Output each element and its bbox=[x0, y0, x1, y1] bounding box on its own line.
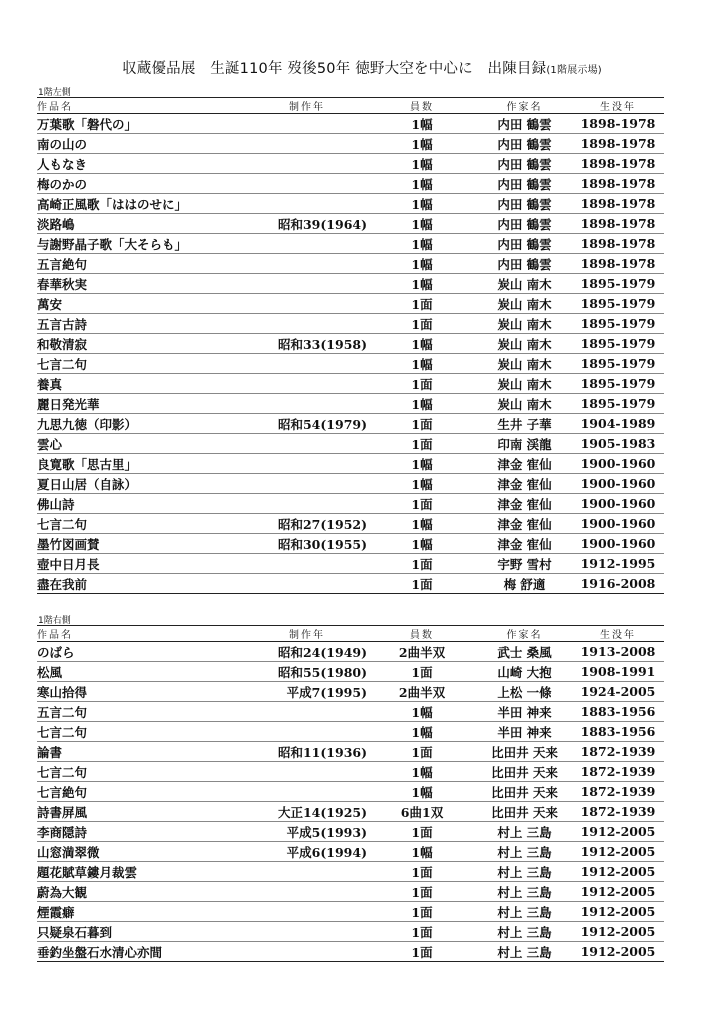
cell-years: 1872-1939 bbox=[572, 782, 664, 802]
cell-qty: 1幅 bbox=[367, 234, 477, 254]
cell-years: 1912-2005 bbox=[572, 882, 664, 902]
right-section-table bbox=[37, 625, 664, 962]
cell-years: 1895-1979 bbox=[572, 354, 664, 374]
cell-date: 平成6(1994) bbox=[247, 842, 367, 862]
cell-years: 1872-1939 bbox=[572, 802, 664, 822]
cell-date: 昭和54(1979) bbox=[247, 414, 367, 434]
table-row bbox=[37, 154, 664, 174]
header-work: 作品名 bbox=[37, 98, 247, 114]
cell-work: 五言二句 bbox=[37, 702, 247, 722]
cell-date bbox=[247, 902, 367, 922]
table-row bbox=[37, 274, 664, 294]
cell-date bbox=[247, 574, 367, 594]
cell-qty: 1幅 bbox=[367, 134, 477, 154]
cell-years: 1905-1983 bbox=[572, 434, 664, 454]
header-row bbox=[37, 98, 664, 114]
cell-artist: 炭山 南木 bbox=[477, 374, 572, 394]
cell-work: 寒山拾得 bbox=[37, 682, 247, 702]
cell-years: 1898-1978 bbox=[572, 234, 664, 254]
cell-artist: 内田 鶴雲 bbox=[477, 194, 572, 214]
table-row bbox=[37, 742, 664, 762]
cell-work: 養真 bbox=[37, 374, 247, 394]
cell-work: 人もなき bbox=[37, 154, 247, 174]
right-table-body bbox=[37, 642, 664, 962]
right-section-label: 1階右側 bbox=[38, 616, 71, 626]
cell-qty: 1面 bbox=[367, 662, 477, 682]
cell-work: 七言二句 bbox=[37, 762, 247, 782]
cell-work: 和敬清寂 bbox=[37, 334, 247, 354]
cell-artist: 津金 寉仙 bbox=[477, 534, 572, 554]
cell-work: 与謝野晶子歌「大そらも」 bbox=[37, 234, 247, 254]
table-row bbox=[37, 574, 664, 594]
table-row bbox=[37, 902, 664, 922]
cell-work: 良寛歌「思古里」 bbox=[37, 454, 247, 474]
cell-qty: 1面 bbox=[367, 882, 477, 902]
cell-qty: 1面 bbox=[367, 922, 477, 942]
cell-artist: 武士 桑風 bbox=[477, 642, 572, 662]
cell-work: 題花賦草鏤月裁雲 bbox=[37, 862, 247, 882]
cell-artist: 炭山 南木 bbox=[477, 314, 572, 334]
cell-qty: 1幅 bbox=[367, 354, 477, 374]
cell-work: 梅のかの bbox=[37, 174, 247, 194]
table-row bbox=[37, 514, 664, 534]
cell-years: 1912-2005 bbox=[572, 942, 664, 962]
cell-qty: 2曲半双 bbox=[367, 642, 477, 662]
cell-artist: 印南 渓龍 bbox=[477, 434, 572, 454]
cell-date bbox=[247, 234, 367, 254]
header-years: 生没年 bbox=[572, 626, 664, 642]
cell-qty: 1面 bbox=[367, 554, 477, 574]
cell-qty: 1面 bbox=[367, 434, 477, 454]
cell-qty: 1幅 bbox=[367, 114, 477, 134]
cell-date bbox=[247, 702, 367, 722]
cell-years: 1900-1960 bbox=[572, 454, 664, 474]
cell-years: 1900-1960 bbox=[572, 534, 664, 554]
table-row bbox=[37, 662, 664, 682]
table-row bbox=[37, 194, 664, 214]
table-row bbox=[37, 702, 664, 722]
cell-artist: 村上 三島 bbox=[477, 922, 572, 942]
cell-date bbox=[247, 862, 367, 882]
table-row bbox=[37, 134, 664, 154]
table-row bbox=[37, 394, 664, 414]
cell-date: 昭和11(1936) bbox=[247, 742, 367, 762]
cell-date bbox=[247, 134, 367, 154]
table-row bbox=[37, 722, 664, 742]
cell-artist: 山崎 大抱 bbox=[477, 662, 572, 682]
cell-qty: 1面 bbox=[367, 742, 477, 762]
cell-work: 雲心 bbox=[37, 434, 247, 454]
table-row bbox=[37, 434, 664, 454]
cell-date bbox=[247, 274, 367, 294]
cell-qty: 1面 bbox=[367, 494, 477, 514]
cell-artist: 津金 寉仙 bbox=[477, 454, 572, 474]
cell-work: 五言絶句 bbox=[37, 254, 247, 274]
cell-date bbox=[247, 394, 367, 414]
cell-artist: 村上 三島 bbox=[477, 882, 572, 902]
cell-artist: 半田 神来 bbox=[477, 722, 572, 742]
cell-date bbox=[247, 314, 367, 334]
cell-qty: 1幅 bbox=[367, 722, 477, 742]
cell-years: 1895-1979 bbox=[572, 374, 664, 394]
table-row bbox=[37, 802, 664, 822]
cell-work: 山窓満翠微 bbox=[37, 842, 247, 862]
cell-date bbox=[247, 174, 367, 194]
header-work: 作品名 bbox=[37, 626, 247, 642]
table-row bbox=[37, 414, 664, 434]
cell-artist: 上松 一條 bbox=[477, 682, 572, 702]
table-row bbox=[37, 922, 664, 942]
cell-date: 平成7(1995) bbox=[247, 682, 367, 702]
cell-date bbox=[247, 474, 367, 494]
cell-qty: 1幅 bbox=[367, 534, 477, 554]
cell-work: 萬安 bbox=[37, 294, 247, 314]
header-years: 生没年 bbox=[572, 98, 664, 114]
cell-years: 1900-1960 bbox=[572, 494, 664, 514]
table-row bbox=[37, 174, 664, 194]
cell-artist: 村上 三島 bbox=[477, 902, 572, 922]
cell-artist: 比田井 天来 bbox=[477, 742, 572, 762]
table-row bbox=[37, 354, 664, 374]
cell-artist: 炭山 南木 bbox=[477, 274, 572, 294]
document-title bbox=[0, 57, 724, 78]
cell-years: 1912-2005 bbox=[572, 862, 664, 882]
cell-qty: 2曲半双 bbox=[367, 682, 477, 702]
cell-qty: 1幅 bbox=[367, 842, 477, 862]
cell-artist: 半田 神来 bbox=[477, 702, 572, 722]
cell-qty: 1幅 bbox=[367, 214, 477, 234]
cell-date: 昭和24(1949) bbox=[247, 642, 367, 662]
cell-qty: 1面 bbox=[367, 294, 477, 314]
header-date: 制作年 bbox=[247, 98, 367, 114]
cell-date bbox=[247, 942, 367, 962]
cell-years: 1898-1978 bbox=[572, 214, 664, 234]
cell-date: 昭和39(1964) bbox=[247, 214, 367, 234]
cell-years: 1898-1978 bbox=[572, 194, 664, 214]
cell-years: 1898-1978 bbox=[572, 154, 664, 174]
cell-qty: 1面 bbox=[367, 902, 477, 922]
table-row bbox=[37, 822, 664, 842]
cell-qty: 1面 bbox=[367, 862, 477, 882]
cell-years: 1898-1978 bbox=[572, 134, 664, 154]
left-table-body bbox=[37, 114, 664, 594]
cell-years: 1912-2005 bbox=[572, 922, 664, 942]
cell-qty: 1面 bbox=[367, 314, 477, 334]
cell-work: 蔚為大観 bbox=[37, 882, 247, 902]
cell-artist: 津金 寉仙 bbox=[477, 474, 572, 494]
table-row bbox=[37, 214, 664, 234]
cell-artist: 村上 三島 bbox=[477, 942, 572, 962]
cell-work: 七言二句 bbox=[37, 722, 247, 742]
cell-qty: 1幅 bbox=[367, 474, 477, 494]
cell-years: 1898-1978 bbox=[572, 114, 664, 134]
header-artist: 作家名 bbox=[477, 626, 572, 642]
cell-years: 1895-1979 bbox=[572, 394, 664, 414]
title-sub: (1階展示場) bbox=[546, 65, 602, 76]
table-row bbox=[37, 882, 664, 902]
cell-work: 南の山の bbox=[37, 134, 247, 154]
cell-date bbox=[247, 722, 367, 742]
cell-work: 煙霞癖 bbox=[37, 902, 247, 922]
table-row bbox=[37, 862, 664, 882]
table-row bbox=[37, 534, 664, 554]
cell-artist: 比田井 天来 bbox=[477, 802, 572, 822]
cell-date bbox=[247, 554, 367, 574]
cell-date bbox=[247, 762, 367, 782]
cell-years: 1895-1979 bbox=[572, 274, 664, 294]
cell-date: 平成5(1993) bbox=[247, 822, 367, 842]
table-row bbox=[37, 942, 664, 962]
table-row bbox=[37, 454, 664, 474]
table-row bbox=[37, 314, 664, 334]
table-row bbox=[37, 114, 664, 134]
cell-artist: 村上 三島 bbox=[477, 822, 572, 842]
cell-work: 佛山詩 bbox=[37, 494, 247, 514]
cell-date bbox=[247, 454, 367, 474]
header-qty: 員数 bbox=[367, 626, 477, 642]
cell-qty: 1幅 bbox=[367, 274, 477, 294]
cell-work: 七言絶句 bbox=[37, 782, 247, 802]
cell-date bbox=[247, 782, 367, 802]
cell-date bbox=[247, 114, 367, 134]
cell-years: 1883-1956 bbox=[572, 722, 664, 742]
cell-years: 1912-2005 bbox=[572, 842, 664, 862]
cell-years: 1912-2005 bbox=[572, 902, 664, 922]
cell-artist: 内田 鶴雲 bbox=[477, 254, 572, 274]
cell-work: 高崎正風歌「ははのせに」 bbox=[37, 194, 247, 214]
cell-years: 1898-1978 bbox=[572, 174, 664, 194]
cell-qty: 1幅 bbox=[367, 194, 477, 214]
table-row bbox=[37, 474, 664, 494]
cell-date bbox=[247, 494, 367, 514]
cell-qty: 1幅 bbox=[367, 702, 477, 722]
cell-date: 昭和27(1952) bbox=[247, 514, 367, 534]
table-row bbox=[37, 642, 664, 662]
cell-artist: 炭山 南木 bbox=[477, 294, 572, 314]
cell-work: 松風 bbox=[37, 662, 247, 682]
cell-artist: 炭山 南木 bbox=[477, 354, 572, 374]
cell-qty: 1幅 bbox=[367, 762, 477, 782]
cell-artist: 内田 鶴雲 bbox=[477, 114, 572, 134]
cell-qty: 1幅 bbox=[367, 334, 477, 354]
cell-years: 1908-1991 bbox=[572, 662, 664, 682]
cell-artist: 津金 寉仙 bbox=[477, 494, 572, 514]
cell-work: 七言二句 bbox=[37, 514, 247, 534]
cell-work: 七言二句 bbox=[37, 354, 247, 374]
cell-artist: 梅 舒適 bbox=[477, 574, 572, 594]
cell-qty: 1幅 bbox=[367, 514, 477, 534]
cell-artist: 村上 三島 bbox=[477, 842, 572, 862]
cell-qty: 1幅 bbox=[367, 254, 477, 274]
cell-work: 盡在我前 bbox=[37, 574, 247, 594]
cell-date bbox=[247, 154, 367, 174]
cell-artist: 津金 寉仙 bbox=[477, 514, 572, 534]
cell-date bbox=[247, 374, 367, 394]
cell-work: 詩書屏風 bbox=[37, 802, 247, 822]
cell-years: 1883-1956 bbox=[572, 702, 664, 722]
cell-work: 壺中日月長 bbox=[37, 554, 247, 574]
cell-qty: 1幅 bbox=[367, 174, 477, 194]
cell-artist: 村上 三島 bbox=[477, 862, 572, 882]
cell-years: 1900-1960 bbox=[572, 514, 664, 534]
table-row bbox=[37, 762, 664, 782]
cell-date bbox=[247, 254, 367, 274]
cell-work: 九思九徳（印影） bbox=[37, 414, 247, 434]
cell-artist: 生井 子華 bbox=[477, 414, 572, 434]
cell-years: 1872-1939 bbox=[572, 762, 664, 782]
cell-artist: 内田 鶴雲 bbox=[477, 234, 572, 254]
cell-artist: 内田 鶴雲 bbox=[477, 174, 572, 194]
cell-work: 万葉歌「磐代の」 bbox=[37, 114, 247, 134]
cell-qty: 1面 bbox=[367, 942, 477, 962]
cell-date bbox=[247, 882, 367, 902]
cell-years: 1895-1979 bbox=[572, 314, 664, 334]
title-main: 収蔵優品展 生誕110年 歿後50年 徳野大空を中心に 出陳目録 bbox=[122, 61, 547, 77]
left-section-label: 1階左側 bbox=[38, 88, 71, 98]
table-row bbox=[37, 842, 664, 862]
cell-qty: 1面 bbox=[367, 822, 477, 842]
cell-work: 只疑泉石暮到 bbox=[37, 922, 247, 942]
cell-qty: 1幅 bbox=[367, 154, 477, 174]
table-row bbox=[37, 782, 664, 802]
table-row bbox=[37, 254, 664, 274]
table-row bbox=[37, 334, 664, 354]
cell-work: 墨竹図画賛 bbox=[37, 534, 247, 554]
cell-artist: 比田井 天来 bbox=[477, 762, 572, 782]
cell-years: 1895-1979 bbox=[572, 294, 664, 314]
header-date: 制作年 bbox=[247, 626, 367, 642]
cell-years: 1912-2005 bbox=[572, 822, 664, 842]
cell-years: 1924-2005 bbox=[572, 682, 664, 702]
left-section-table bbox=[37, 97, 664, 594]
cell-work: 五言古詩 bbox=[37, 314, 247, 334]
cell-artist: 内田 鶴雲 bbox=[477, 214, 572, 234]
cell-work: 夏日山居（自詠） bbox=[37, 474, 247, 494]
cell-years: 1872-1939 bbox=[572, 742, 664, 762]
table-row bbox=[37, 494, 664, 514]
cell-years: 1904-1989 bbox=[572, 414, 664, 434]
cell-date bbox=[247, 294, 367, 314]
table-row bbox=[37, 374, 664, 394]
header-artist: 作家名 bbox=[477, 98, 572, 114]
cell-qty: 1面 bbox=[367, 374, 477, 394]
cell-years: 1913-2008 bbox=[572, 642, 664, 662]
cell-date bbox=[247, 434, 367, 454]
cell-date: 昭和55(1980) bbox=[247, 662, 367, 682]
cell-artist: 宇野 雪村 bbox=[477, 554, 572, 574]
table-row bbox=[37, 682, 664, 702]
cell-qty: 1幅 bbox=[367, 782, 477, 802]
cell-years: 1895-1979 bbox=[572, 334, 664, 354]
table-row bbox=[37, 294, 664, 314]
cell-work: 垂釣坐盤石水清心亦間 bbox=[37, 942, 247, 962]
cell-date bbox=[247, 354, 367, 374]
cell-qty: 1面 bbox=[367, 414, 477, 434]
cell-years: 1916-2008 bbox=[572, 574, 664, 594]
cell-date bbox=[247, 194, 367, 214]
cell-artist: 内田 鶴雲 bbox=[477, 154, 572, 174]
cell-artist: 比田井 天来 bbox=[477, 782, 572, 802]
table-row bbox=[37, 554, 664, 574]
cell-work: 春華秋実 bbox=[37, 274, 247, 294]
cell-date: 昭和30(1955) bbox=[247, 534, 367, 554]
cell-work: 論書 bbox=[37, 742, 247, 762]
cell-qty: 6曲1双 bbox=[367, 802, 477, 822]
table-row bbox=[37, 234, 664, 254]
cell-work: 李商隠詩 bbox=[37, 822, 247, 842]
cell-work: のばら bbox=[37, 642, 247, 662]
cell-work: 麗日発光華 bbox=[37, 394, 247, 414]
cell-qty: 1幅 bbox=[367, 454, 477, 474]
cell-date: 大正14(1925) bbox=[247, 802, 367, 822]
header-qty: 員数 bbox=[367, 98, 477, 114]
cell-artist: 内田 鶴雲 bbox=[477, 134, 572, 154]
cell-years: 1912-1995 bbox=[572, 554, 664, 574]
cell-artist: 炭山 南木 bbox=[477, 394, 572, 414]
cell-qty: 1幅 bbox=[367, 394, 477, 414]
header-row bbox=[37, 626, 664, 642]
cell-qty: 1面 bbox=[367, 574, 477, 594]
cell-years: 1898-1978 bbox=[572, 254, 664, 274]
cell-date bbox=[247, 922, 367, 942]
cell-work: 淡路嶋 bbox=[37, 214, 247, 234]
cell-years: 1900-1960 bbox=[572, 474, 664, 494]
cell-artist: 炭山 南木 bbox=[477, 334, 572, 354]
cell-date: 昭和33(1958) bbox=[247, 334, 367, 354]
